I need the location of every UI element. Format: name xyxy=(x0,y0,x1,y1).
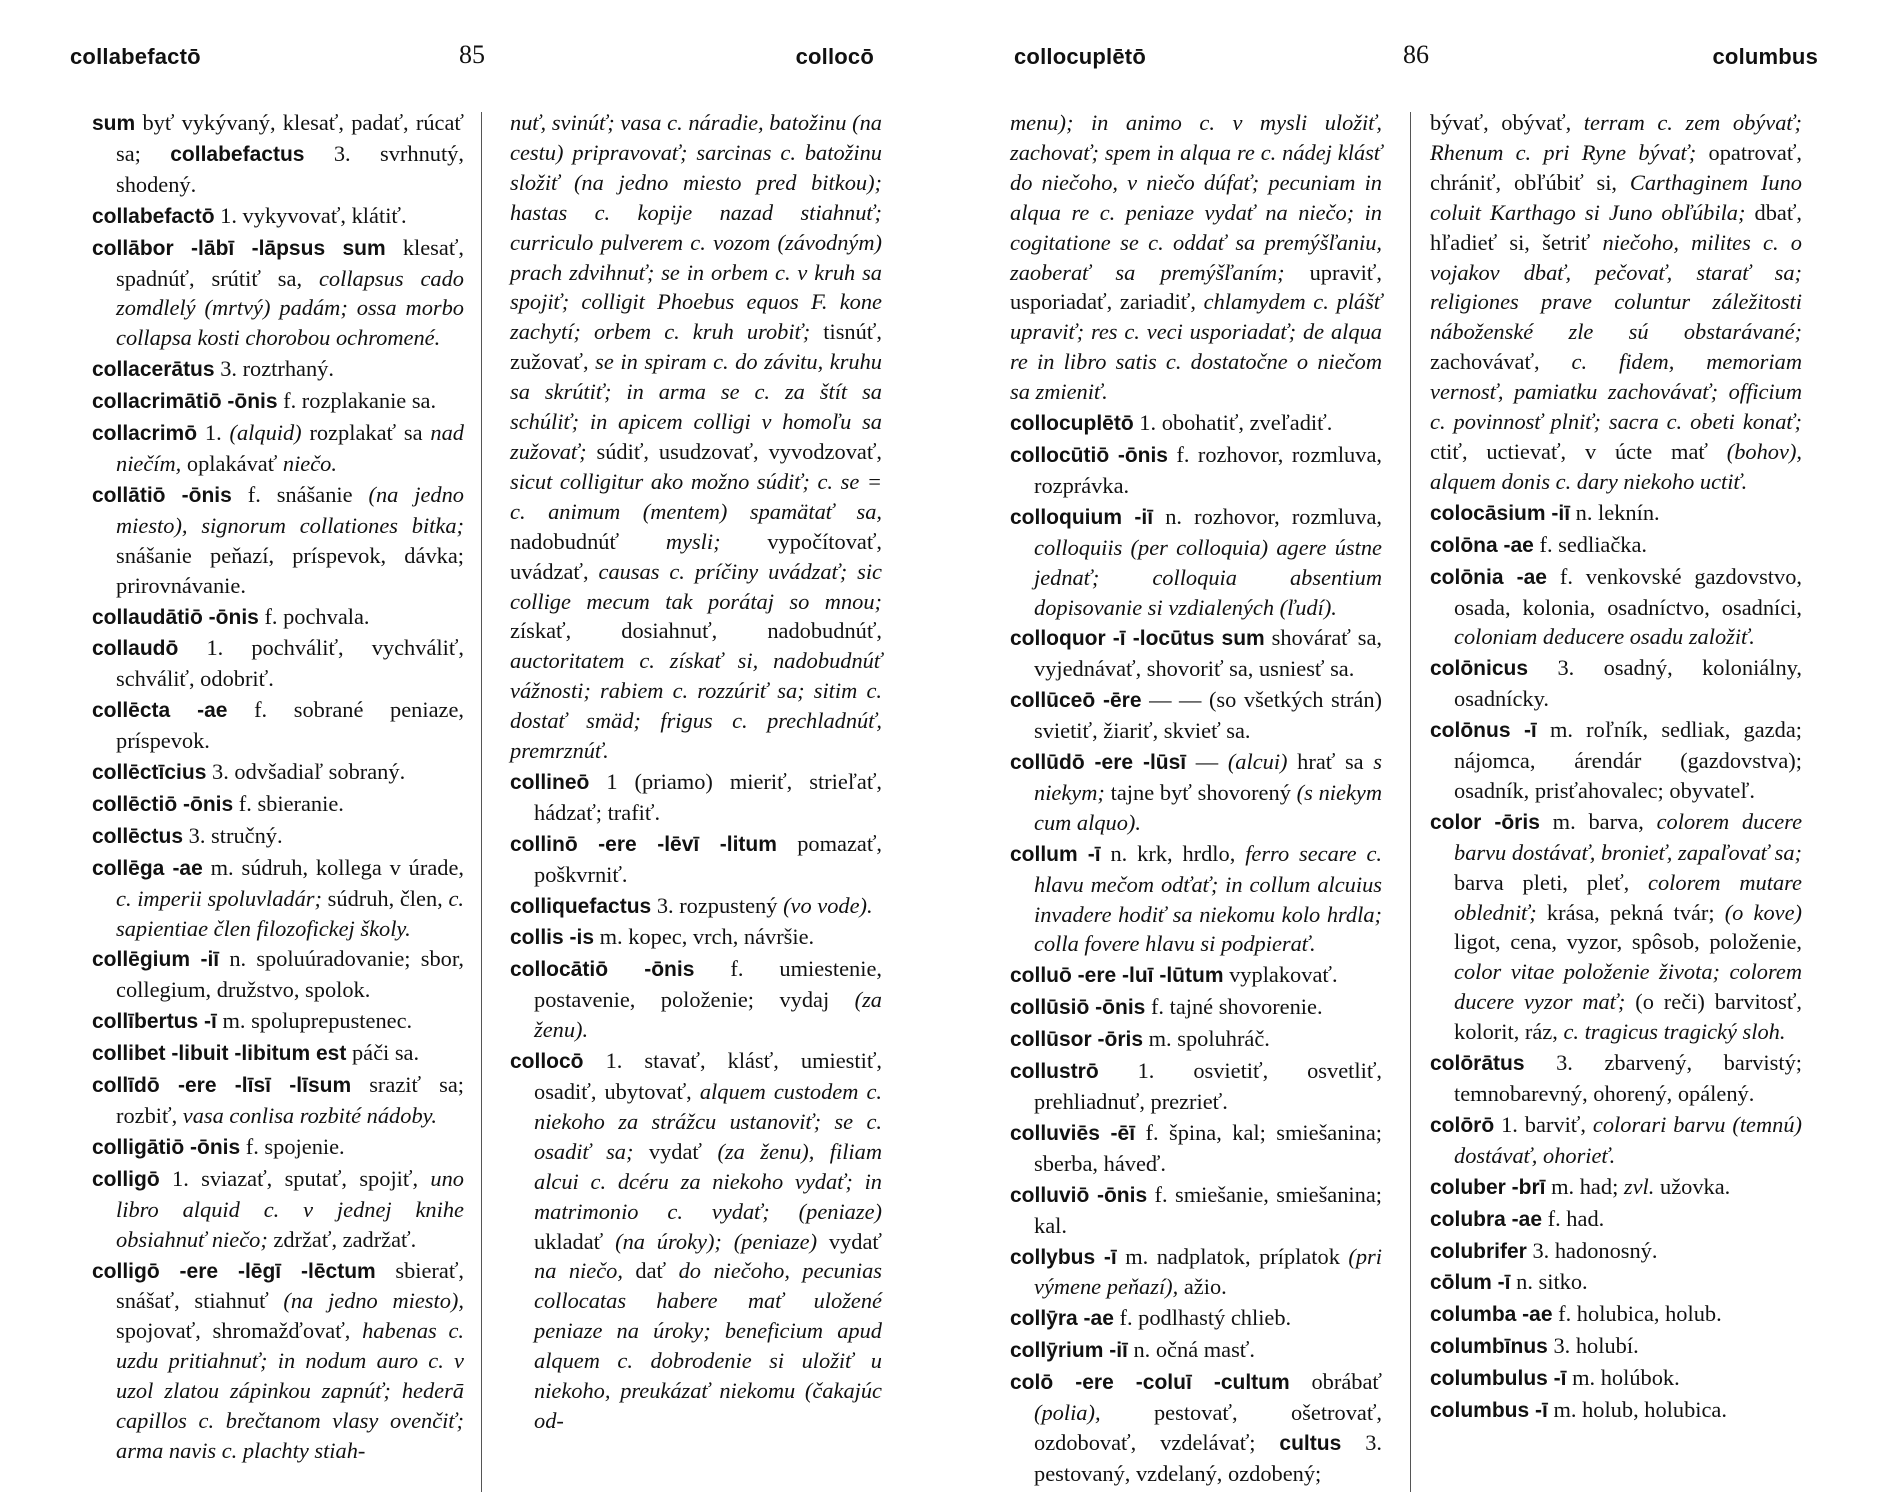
definition: n. očná masť. xyxy=(1133,1337,1255,1363)
definition: 3. osadný, koloniálny, osadnícky. xyxy=(1454,655,1802,712)
definition: súdiť, usudzovať, vyvodzovať, xyxy=(596,438,882,464)
dictionary-entry xyxy=(92,633,464,694)
entry-continuation xyxy=(1010,108,1382,407)
definition: f. tajné shovorenie. xyxy=(1150,994,1323,1020)
headword: colligātiō -ōnis xyxy=(92,1135,241,1159)
definition: 1. xyxy=(204,420,222,446)
definition: f. umiestenie, postavenie, položenie; vydaj xyxy=(534,956,882,1013)
headword: columbus -ī xyxy=(1430,1399,1548,1423)
definition: f. pochvala. xyxy=(264,603,370,629)
headword: collēcta -ae xyxy=(92,699,228,723)
definition: barva pleti, pleť, xyxy=(1454,869,1630,895)
dictionary-entry xyxy=(92,201,464,232)
example-phrase: c. fidem, memoriam vernosť, pamiatku zachovávať; officium c. povinnosť plniť; sacra c. obeti konať; xyxy=(1430,349,1802,435)
headword: colōnicus xyxy=(1430,657,1529,681)
running-header xyxy=(70,40,874,78)
dictionary-entry xyxy=(92,821,464,852)
dictionary-entry xyxy=(1430,1395,1802,1426)
definition: m. nadplatok, príplatok xyxy=(1125,1243,1340,1269)
column-divider xyxy=(481,112,482,1492)
definition: vydať xyxy=(828,1228,882,1254)
definition: ligot, cena, vyzor, spôsob, položenie, xyxy=(1454,929,1802,955)
definition: bývať, obývať, xyxy=(1430,110,1572,135)
definition: 3. holubí. xyxy=(1553,1333,1639,1359)
headword: colluviō -ōnis xyxy=(1010,1183,1148,1207)
example-phrase: nad niečím, xyxy=(116,420,464,476)
example-phrase: Carthaginem Iuno coluit Karthago si Juno obľúbila; xyxy=(1430,169,1802,225)
definition: tisnúť, zužovať, xyxy=(510,319,882,375)
definition: 3. zbarvený, barvistý; temnobarevný, ohorený, opálený. xyxy=(1454,1050,1802,1106)
headword: colubrifer xyxy=(1430,1239,1527,1263)
headword: collineō xyxy=(510,770,590,794)
example-phrase: s niekym; xyxy=(1034,749,1382,805)
dictionary-entry xyxy=(92,1164,464,1255)
dictionary-entry xyxy=(92,1070,464,1131)
example-phrase: colorari barvu (temnú) dostávať, ohorieť. xyxy=(1454,1111,1802,1168)
headword: colōnia -ae xyxy=(1430,565,1547,589)
example-phrase: (alquid) xyxy=(229,420,302,446)
definition: opatrovať, chrániť, obľúbiť si, xyxy=(1430,139,1802,195)
definition: upraviť, usporiadať, zariadiť, xyxy=(1010,259,1382,315)
headword: sum xyxy=(92,112,136,135)
definition: nadobudnúť xyxy=(510,528,620,554)
dictionary-entry xyxy=(1010,1242,1382,1303)
example-phrase: colorem ducere barvu dostávať, broniеť, zapaľovať sa; xyxy=(1454,808,1803,865)
headword: colōna -ae xyxy=(1430,533,1534,557)
definition: f. had. xyxy=(1547,1205,1605,1231)
definition: 1. obohatiť, zveľadiť. xyxy=(1139,410,1333,436)
dictionary-entry xyxy=(1430,1331,1802,1362)
dictionary-entry xyxy=(1010,1303,1382,1334)
example-phrase: (na jedno miesto), signorum collationes bitka; xyxy=(116,481,464,538)
headword: collabefactō xyxy=(92,204,215,228)
definition: f. rozhovor, rozmluva, rozprávka. xyxy=(1034,441,1382,498)
definition: 1. barviť, xyxy=(1501,1111,1586,1137)
headword: collinō -ere -lēvī -litum xyxy=(510,832,777,856)
definition: m. súdruh, kollega v úrade, xyxy=(210,854,464,880)
headword: collacerātus xyxy=(92,358,215,382)
dictionary-entry xyxy=(1430,1236,1802,1267)
definition: ažio. xyxy=(1183,1274,1227,1300)
dictionary-entry xyxy=(92,233,464,354)
example-phrase: coloniam deducere osadu založiť. xyxy=(1454,624,1755,650)
headword: collēctīcius xyxy=(92,761,207,785)
dictionary-entry xyxy=(92,1006,464,1037)
definition: f. snášanie xyxy=(247,481,353,507)
definition: 1. pochváliť, vychváliť, schváliť, odobriť. xyxy=(116,635,464,692)
definition: 3. stručný. xyxy=(188,822,283,848)
definition: m. holúbok. xyxy=(1572,1365,1680,1391)
dictionary-entry xyxy=(92,757,464,788)
example-phrase: habenas c. uzdu pritiahnuť; in nodum auro c. v uzol zlatou zápinkou zapnúť; hederā capillos c. brečtanom vlasy ovenčiť; arma navis c. plachty stiah- xyxy=(116,1318,464,1463)
headword: color -ōris xyxy=(1430,810,1540,834)
dictionary-entry xyxy=(510,891,882,922)
definition: — — (so všetkých strán) svietiť, žiariť, skvieť sa. xyxy=(1034,687,1382,744)
example-phrase: (pri výmene peňazí), xyxy=(1034,1243,1382,1300)
dictionary-entry xyxy=(1010,1118,1382,1179)
dictionary-entry xyxy=(92,386,464,417)
column-divider xyxy=(1410,112,1411,1492)
dictionary-entry xyxy=(510,954,882,1045)
example-phrase: chlamydem c. plášť upraviť; res c. veci usporiadať; de alqua re in libro satis c. dostatočne o niečom sa zmieniť. xyxy=(1010,289,1382,405)
definition: m. spoluhráč. xyxy=(1148,1026,1270,1052)
definition: f. venkovské gazdovstvo, osada, kolonia, osadníctvo, osadníci, xyxy=(1454,563,1802,620)
definition: spojovať, shromažďovať, xyxy=(116,1318,351,1344)
definition: f. smiešanie, smiešanina; kal. xyxy=(1034,1181,1382,1238)
definition: byť vykývaný, klesať, padať, rúcať sa; xyxy=(116,110,464,166)
definition: dbať, hľadieť si, šetriť xyxy=(1430,199,1802,255)
dictionary-entry xyxy=(1010,1180,1382,1241)
definition: n. sitko. xyxy=(1516,1269,1588,1295)
definition: pestovať, ošetrovať, ozdobovať, vzdelávať; xyxy=(1034,1400,1382,1455)
headword: collabefactus xyxy=(170,142,305,166)
example-phrase: colloquiis (per colloquia) agere ústne jednať; colloquia absentium dopisovanie si vzdialených (ľudí). xyxy=(1034,534,1382,620)
headword: columbīnus xyxy=(1430,1335,1548,1359)
headword: collaudō xyxy=(92,637,179,661)
dictionary-column-1 xyxy=(1010,108,1382,1490)
definition: vypočítovať, uvádzať, xyxy=(510,528,882,584)
right-page xyxy=(944,0,1888,1500)
headword: collustrō xyxy=(1010,1060,1099,1084)
dictionary-entry xyxy=(1430,530,1802,561)
definition: užovka. xyxy=(1660,1173,1731,1199)
example-phrase: vasa conlisa rozbité nádoby. xyxy=(182,1103,437,1128)
example-phrase: color vitae položenie života; colorem ducere vyzor mať; xyxy=(1454,959,1802,1015)
example-phrase: zvl. xyxy=(1623,1173,1655,1199)
headword: colō -ere -coluī -cultum xyxy=(1010,1371,1290,1395)
definition: — xyxy=(1195,749,1219,775)
dictionary-entry xyxy=(1430,562,1802,653)
example-phrase: mysli; xyxy=(665,528,721,554)
definition: 3. odvšadiaľ sobraný. xyxy=(212,759,406,785)
headword: collocātiō -ōnis xyxy=(510,958,695,982)
headword: coluber -brī xyxy=(1430,1175,1546,1199)
definition: snášanie peňazí, príspevok, dávka; prirovnávanie. xyxy=(116,542,464,598)
dictionary-entry xyxy=(1010,1367,1382,1489)
dictionary-column-1 xyxy=(92,108,464,1467)
dictionary-entry xyxy=(1430,715,1802,806)
dictionary-entry xyxy=(1010,747,1382,838)
headword: columba -ae xyxy=(1430,1303,1553,1327)
headword: collābor -lābī -lāpsus sum xyxy=(92,236,386,260)
headword: columbulus -ī xyxy=(1430,1367,1567,1391)
definition: páči sa. xyxy=(351,1040,420,1066)
header-first-headword: collabefactō xyxy=(70,44,201,69)
headword: collūsor -ōris xyxy=(1010,1028,1144,1052)
headword: colocāsium -iī xyxy=(1430,501,1571,525)
headword: collacrimātiō -ōnis xyxy=(92,390,278,414)
example-phrase: nuť, svinúť; vasa c. náradie, batožinu (na cestu) pripravovať; sarcinas c. batožinu složiť (na jedno miesto pred bitkou); hastas c. kopije nazad stiahnuť; curriculo pulverem c. vozom (závodným) prach zdvihnuť; se in orbem c. v kruh sa spojiť; colligit Phoebus equos F. kone zachytí; orbem c. kruh urobiť; xyxy=(510,110,882,345)
dictionary-entry xyxy=(510,922,882,953)
example-phrase: causas c. príčiny uvádzať; sic collige mecum tak porátaj so mnou; xyxy=(510,558,882,614)
definition: 3. pestovaný, vzdelaný, ozdobený; xyxy=(1034,1429,1382,1486)
example-phrase: ferro secare c. hlavu mečom odťať; in collum alcuius invadere hodiť sa niekomu kolo hrdla; colla fovere hlavu si podpierať. xyxy=(1034,840,1383,957)
example-phrase: c. tragicus tragický sloh. xyxy=(1563,1019,1786,1045)
headword: collūsiō -ōnis xyxy=(1010,996,1146,1020)
headword: colluviēs -ēī xyxy=(1010,1121,1136,1145)
definition: m. barva, xyxy=(1552,808,1644,834)
dictionary-entry xyxy=(1010,1056,1382,1117)
entry-continuation xyxy=(1430,108,1802,497)
definition: sbierať, snášať, stiahnuť xyxy=(116,1257,464,1314)
definition: zdržať, zadržať. xyxy=(273,1226,417,1252)
example-phrase: (o kove) xyxy=(1724,899,1802,925)
dictionary-entry xyxy=(510,1046,882,1436)
example-phrase: auctoritatem c. získať si, nadobudnúť vážnosti; rabiem c. rozzúriť sa; sitim c. dostať smäd; frigus c. prechladnúť, premrznúť. xyxy=(510,648,882,764)
definition: m. roľník, sedliak, gazda; nájomca, árendár (gazdovstva); osadník, prisťahovalec; obyvateľ. xyxy=(1454,717,1802,803)
definition: obrábať xyxy=(1311,1369,1382,1395)
definition: sraziť sa; rozbiť, xyxy=(116,1072,464,1128)
dictionary-column-2 xyxy=(1430,108,1802,1427)
definition: 1. stavať, klásť, umiestiť, osadiť, ubytovať, xyxy=(534,1048,882,1104)
example-phrase: (bohov), alquem donis c. dary niekoho uctiť. xyxy=(1430,438,1802,494)
definition: m. had; xyxy=(1551,1173,1619,1199)
definition: ctiť, uctievať, v úcte mať xyxy=(1430,438,1708,464)
definition: dať xyxy=(635,1258,667,1284)
headword: colligō xyxy=(92,1167,160,1191)
definition: f. rozplakanie sa. xyxy=(283,388,437,414)
definition: vyplakovať. xyxy=(1229,962,1338,988)
example-phrase: na niečo, xyxy=(534,1258,623,1284)
definition: f. spojenie. xyxy=(245,1133,345,1159)
definition: klesať, spadnúť, srútiť sa, xyxy=(116,234,464,291)
headword: collȳrium -iī xyxy=(1010,1339,1128,1363)
definition: f. špina, kal; smiešanina; sberba, háveď. xyxy=(1034,1119,1382,1176)
example-phrase: niečo. xyxy=(282,450,337,476)
definition: 1. sviazať, sputať, spojiť, xyxy=(172,1165,419,1191)
dictionary-entry xyxy=(1010,502,1382,623)
definition: získať, dosiahnuť, nadobudnúť, xyxy=(510,618,882,644)
example-phrase: (polia), xyxy=(1034,1400,1101,1426)
example-phrase: colorem mutare obledniť; xyxy=(1454,869,1802,925)
dictionary-entry xyxy=(1430,1267,1802,1298)
definition: n. rozhovor, rozmluva, xyxy=(1165,503,1382,529)
header-last-headword: columbus xyxy=(1712,44,1818,69)
headword: collibet -libuit -libitum est xyxy=(92,1042,347,1066)
definition: n. krk, hrdlo, xyxy=(1110,840,1236,866)
example-phrase: (za ženu). xyxy=(534,987,882,1043)
dictionary-entry xyxy=(92,695,464,756)
dictionary-entry xyxy=(1010,408,1382,439)
dictionary-entry xyxy=(1010,623,1382,684)
headword: collybus -ī xyxy=(1010,1245,1117,1269)
definition: 1 (priamo) mieriť, strieľať, hádzať; trafiť. xyxy=(534,768,882,825)
definition: f. sobrané peniaze, príspevok. xyxy=(116,697,464,754)
definition: f. podlhastý chlieb. xyxy=(1119,1305,1292,1331)
dictionary-entry xyxy=(92,108,464,200)
example-phrase: terram c. zem obývať; Rhenum c. pri Ryne bývať; xyxy=(1430,110,1802,165)
definition: ukladať xyxy=(534,1228,604,1254)
dictionary-entry xyxy=(92,1038,464,1069)
headword: colliquefactus xyxy=(510,894,652,918)
dictionary-entry xyxy=(1430,653,1802,714)
headword: colluō -ere -luī -lūtum xyxy=(1010,964,1224,988)
headword: collis -is xyxy=(510,926,595,950)
dictionary-entry xyxy=(92,789,464,820)
headword: collocō xyxy=(510,1050,584,1074)
definition: zachovávať, xyxy=(1430,349,1540,375)
headword: collocūtiō -ōnis xyxy=(1010,443,1168,467)
dictionary-entry xyxy=(1430,1048,1802,1109)
dictionary-entry xyxy=(1430,807,1802,1047)
definition: m. holub, holubica. xyxy=(1553,1397,1727,1423)
headword: collēctus xyxy=(92,824,184,848)
definition: n. spoluúradovanie; sbor, collegium, družstvo, spolok. xyxy=(116,946,464,1003)
dictionary-entry xyxy=(92,418,464,479)
example-phrase: sicut colligitur ako možno súdiť; c. se = c. animum (mentem) spamätať sa, xyxy=(510,468,882,524)
headword: collȳra -ae xyxy=(1010,1307,1114,1331)
headword: collīdō -ere -līsī -līsum xyxy=(92,1074,352,1098)
headword: colloquor -ī -locūtus sum xyxy=(1010,627,1265,651)
dictionary-entry xyxy=(1430,1363,1802,1394)
example-phrase: (vo vode). xyxy=(783,892,873,918)
definition: 3. roztrhaný. xyxy=(220,356,334,382)
dictionary-column-2 xyxy=(510,108,882,1437)
headword: colligō -ere -lēgī -lēctum xyxy=(92,1259,376,1283)
headword: collocuplētō xyxy=(1010,412,1134,436)
headword: collaudātiō -ōnis xyxy=(92,605,259,629)
example-phrase: (na jedno miesto), xyxy=(283,1288,464,1314)
page-number: 86 xyxy=(1403,40,1429,69)
definition: (o reči) barvitosť, kolorit, ráz, xyxy=(1454,989,1802,1045)
example-phrase: do niečoho, pecunias collocatas habere mať uložené peniaze na úroky; beneficium apud alquem c. dobrodenie si uložiť u niekoho, preukázať niekomu (čakajúc od- xyxy=(534,1258,882,1433)
dictionary-entry xyxy=(92,602,464,633)
definition: m. kopec, vrch, návršie. xyxy=(599,924,815,950)
example-phrase: uno libro alquid c. v jednej knihe obsiahnuť niečo; xyxy=(116,1165,464,1252)
dictionary-entry xyxy=(510,767,882,828)
dictionary-entry xyxy=(92,1256,464,1466)
running-header xyxy=(1014,40,1818,78)
dictionary-entry xyxy=(1430,1110,1802,1171)
definition: m. spoluprepustenec. xyxy=(222,1008,413,1034)
example-phrase: (za ženu), filiam alcui c. dcéru za niekoho vydať; in matrimonio c. vydať; (peniaze) xyxy=(534,1138,882,1224)
dictionary-entry xyxy=(1430,1204,1802,1235)
example-phrase: (na úroky); (peniaze) xyxy=(615,1228,818,1254)
definition: vydať xyxy=(648,1138,702,1164)
headword: collēctiō -ōnis xyxy=(92,792,234,816)
definition: 1. vykyvovať, klátiť. xyxy=(220,202,407,228)
definition: súdruh, člen, xyxy=(327,885,443,911)
definition: oplakávať xyxy=(186,450,278,476)
headword: collacrimō xyxy=(92,422,198,446)
dictionary-entry xyxy=(1010,960,1382,991)
dictionary-entry xyxy=(92,853,464,944)
example-phrase: niečoho, milites c. o vojakov dbať, pečovať, starať sa; religiones prave coluntur záležitosti náboženské zle sú obstarávané; xyxy=(1430,229,1802,345)
definition: n. leknín. xyxy=(1575,499,1660,525)
example-phrase: collapsus cado zomdlelý (mrtvý) padám; ossa morbo collapsa kosti chorobou ochromené. xyxy=(116,265,464,351)
dictionary-entry xyxy=(1010,992,1382,1023)
headword: colubra -ae xyxy=(1430,1207,1543,1231)
definition: 1. osvietiť, osvetliť, prehliadnuť, prezrieť. xyxy=(1034,1058,1382,1114)
dictionary-entry xyxy=(510,829,882,890)
dictionary-entry xyxy=(92,354,464,385)
example-phrase: se in spiram c. do závitu, kruhu sa skrútiť; in arma se c. za štít sa schúliť; in apicem colligi v homoľu sa zužovať; xyxy=(510,349,882,464)
example-phrase: c. imperii spoluvladár; xyxy=(116,885,322,911)
dictionary-entry xyxy=(1430,1172,1802,1203)
example-phrase: (s niekym cum alquo). xyxy=(1034,779,1382,835)
headword: collum -ī xyxy=(1010,842,1101,866)
example-phrase: alquem custodem c. niekoho za strážcu ustanoviť; se c. osadiť sa; xyxy=(534,1079,882,1164)
dictionary-entry xyxy=(1430,1299,1802,1330)
definition: f. sedliačka. xyxy=(1539,531,1648,557)
headword: colōnus -ī xyxy=(1430,719,1537,743)
definition: 3. svrhnutý, shodený. xyxy=(116,140,464,197)
definition: f. holubica, holub. xyxy=(1558,1301,1722,1327)
headword: collūceō -ēre xyxy=(1010,689,1142,713)
headword: collātiō -ōnis xyxy=(92,483,232,507)
dictionary-entry xyxy=(1010,440,1382,501)
definition: tajne byť shovorený xyxy=(1110,779,1291,805)
page-number: 85 xyxy=(459,40,485,69)
headword: collēgium -iī xyxy=(92,948,220,972)
definition: pomazať, poškvrniť. xyxy=(534,830,882,887)
definition: shovárať sa, vyjednávať, shovoriť sa, usniesť sa. xyxy=(1034,625,1382,682)
dictionary-entry xyxy=(92,944,464,1005)
definition: 3. rozpustený xyxy=(656,892,778,918)
headword: cultus xyxy=(1279,1431,1342,1455)
dictionary-entry xyxy=(1430,498,1802,529)
example-phrase: c. sapientiae člen filozofickej školy. xyxy=(116,885,464,941)
definition: rozplakať sa xyxy=(309,420,423,446)
definition: krása, pekná tvár; xyxy=(1546,899,1715,925)
entry-continuation xyxy=(510,108,882,766)
definition: f. sbieranie. xyxy=(238,790,344,816)
dictionary-entry xyxy=(1010,1335,1382,1366)
definition: hrať sa xyxy=(1297,749,1364,775)
dictionary-entry xyxy=(92,1132,464,1163)
headword: colloquium -iī xyxy=(1010,505,1154,529)
example-phrase: menu); in animo c. v mysli uložiť, zachovať; spem in alqua re c. nádej klásť do niečoho, v niečo dúfať; pecuniam in alqua re c. peniaze vydať na niečo; in cogitatione se c. oddať sa premýšľaniu, zaoberať sa premýšľaním; xyxy=(1010,110,1382,285)
dictionary-entry xyxy=(92,480,464,601)
headword: colōrō xyxy=(1430,1113,1495,1137)
definition: 3. hadonosný. xyxy=(1532,1237,1658,1263)
header-first-headword: collocuplētō xyxy=(1014,44,1146,69)
header-last-headword: collocō xyxy=(795,44,874,69)
example-phrase: (alcui) xyxy=(1227,749,1288,775)
headword: collūdō -ere -lūsī xyxy=(1010,751,1187,775)
headword: collēga -ae xyxy=(92,856,203,880)
dictionary-entry xyxy=(1010,1024,1382,1055)
dictionary-entry xyxy=(1010,839,1382,960)
headword: cōlum -ī xyxy=(1430,1271,1511,1295)
headword: collībertus -ī xyxy=(92,1010,217,1034)
headword: colōrātus xyxy=(1430,1052,1525,1076)
dictionary-entry xyxy=(1010,685,1382,746)
